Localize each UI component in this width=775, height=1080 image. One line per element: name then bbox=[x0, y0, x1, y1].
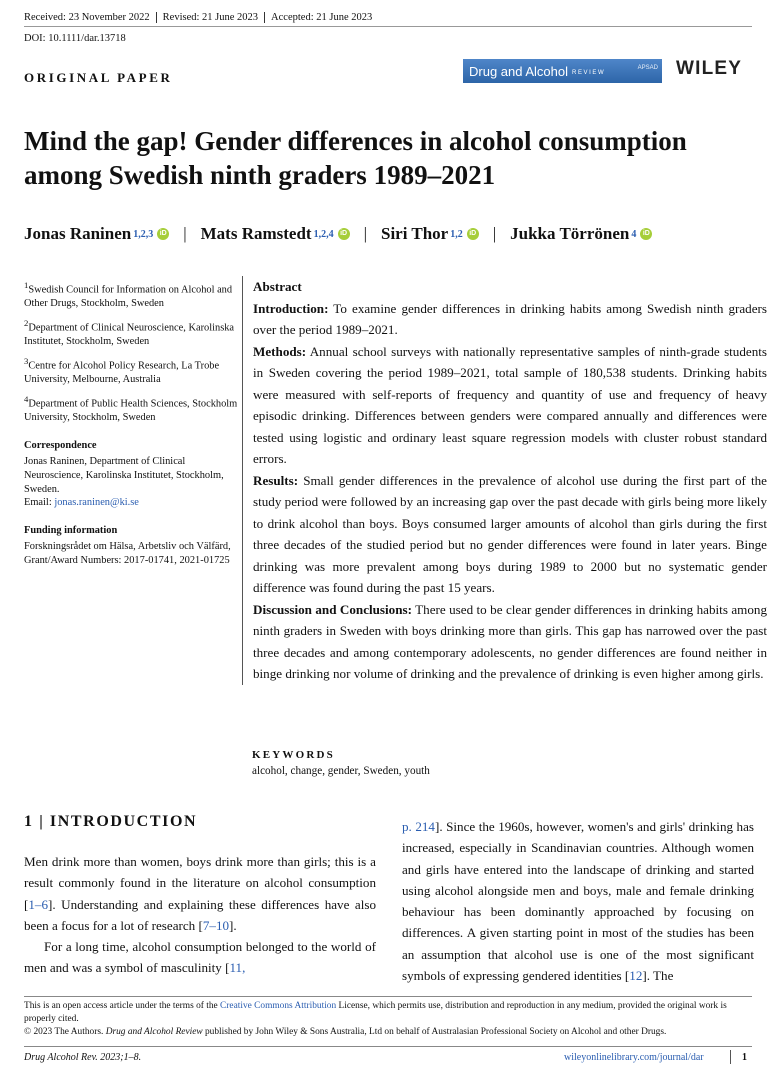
author-name: Jukka Törrönen bbox=[510, 224, 630, 243]
license-text: This is an open access article under the terms of the Creative Commons Attribution License, which permits use, distribution and reproduction in any medium, provided the original work is properly cited. bbox=[24, 1001, 727, 1024]
license-footer bbox=[24, 1000, 754, 1039]
email-link[interactable]: jonas.raninen@ki.se bbox=[54, 497, 139, 509]
abstract-results: Results: Small gender differences in the prevalence of alcohol use during the first part of the study period were followed by an increasing gap over the past decade with girls being more likely to drink alcohol than boys. Boys consumed larger amounts of alcohol than girls during the first three decades of the studied period but no gender differences were found in later years. Binge drinking was more prevalent among boys during 1989 to 2000 but no systematic gender difference was found during the past 15 years. bbox=[253, 472, 767, 595]
copyright-text: © 2023 The Authors. Drug and Alcohol Review published by John Wiley & Sons Australia, Ltd on behalf of Australasian Professional Society on Alcohol and other Drugs. bbox=[24, 1027, 667, 1037]
body-column-right bbox=[402, 816, 754, 986]
citation-link[interactable]: p. 214 bbox=[402, 819, 435, 834]
affiliation: $^3$Centre for Alcohol Policy Research, La Trobe University, Melbourne, Australia bbox=[24, 356, 220, 386]
body-column-left bbox=[24, 851, 376, 979]
footer-divider bbox=[24, 996, 752, 997]
abstract-methods: Methods: Annual school surveys with nationally representative samples of ninth-grade students in Sweden covering the period 1989–2021, total sample of 180,538 students. Drinking habits were measured with self-reports of frequency and quantity of use and frequency of heavy episodic drinking. Differences between genders were compared annually and differences were tested using logistic and ordinary least square regression models with cluster robust standard errors. bbox=[253, 343, 767, 466]
bottom-divider bbox=[24, 1046, 752, 1047]
orcid-icon[interactable]: iD bbox=[640, 228, 652, 240]
journal-logo-name: Drug and Alcohol bbox=[469, 63, 569, 79]
journal-logo-suffix: REVIEW bbox=[572, 69, 606, 76]
correspondence-heading: Correspondence bbox=[24, 440, 97, 452]
keywords-heading: KEYWORDS bbox=[252, 749, 335, 761]
journal-citation: Drug Alcohol Rev. 2023;1–8. bbox=[24, 1052, 142, 1063]
paragraph: Men drink more than women, boys drink more than girls; this is a result commonly found in the literature on alcohol consumption [1–6]. Understanding and explaining these differences have also been a focus for a lot of research [7–10]. bbox=[24, 854, 376, 933]
publisher-logo: WILEY bbox=[676, 58, 743, 79]
orcid-icon[interactable]: iD bbox=[338, 228, 350, 240]
author-name: Mats Ramstedt bbox=[200, 224, 312, 243]
journal-url[interactable]: wileyonlinelibrary.com/journal/dar bbox=[564, 1052, 704, 1063]
section-heading: 1 | INTRODUCTION bbox=[24, 813, 198, 830]
author-separator: | bbox=[492, 224, 497, 243]
license-link[interactable]: Creative Commons Attribution bbox=[220, 1001, 337, 1011]
funding-heading: Funding information bbox=[24, 525, 118, 537]
citation-link[interactable]: 11, bbox=[229, 960, 246, 976]
abstract bbox=[242, 276, 767, 685]
paper-title: Mind the gap! Gender differences in alcohol consumption among Swedish ninth graders 1989–2021 bbox=[24, 126, 687, 190]
page-number: 1 bbox=[742, 1052, 747, 1063]
sidebar-info bbox=[24, 279, 238, 574]
revised-date: Revised: 21 June 2023 bbox=[156, 12, 264, 23]
author-affiliation[interactable]: 1,2,4 bbox=[313, 228, 334, 240]
article-history bbox=[24, 12, 378, 23]
funding-text: Forskningsrådet om Hälsa, Arbetsliv och Välfärd, Grant/Award Numbers: 2017-01741, 2021-01725 bbox=[24, 541, 231, 566]
author-separator: | bbox=[183, 224, 187, 243]
paragraph: p. 214]. Since the 1960s, however, women's and girls' drinking has increased, especially in Scandinavian countries. Although women and girls have entered into the landscape of drinking and started using alcohol alongside men and boys, male and female drinking behaviour has been dominantly approached by focusing on differences. A given starting point in most of the studies has been an assumption that alcohol use is one of the most significant symbols of expressing gendered identities [12]. The bbox=[402, 819, 754, 984]
author-separator: | bbox=[363, 224, 367, 243]
accepted-date: Accepted: 21 June 2023 bbox=[264, 12, 378, 23]
paragraph: For a long time, alcohol consumption belonged to the world of men and was a symbol of masculinity [11, bbox=[24, 939, 376, 976]
author-affiliation[interactable]: 4 bbox=[631, 228, 637, 240]
correspondence-text: Jonas Raninen, Department of Clinical Neuroscience, Karolinska Institutet, Stockholm, Sweden. Email: jonas.raninen@ki.se bbox=[24, 456, 224, 509]
article-type: ORIGINAL PAPER bbox=[24, 70, 173, 85]
page-number-divider bbox=[730, 1050, 731, 1064]
abstract-heading: Abstract bbox=[253, 279, 302, 294]
abstract-introduction: Introduction: To examine gender differences in drinking habits among Swedish ninth graders over the period 1989–2021. bbox=[253, 300, 767, 337]
received-date: Received: 23 November 2022 bbox=[24, 12, 150, 23]
author-affiliation[interactable]: 1,2,3 bbox=[133, 228, 154, 240]
citation-link[interactable]: 12 bbox=[629, 968, 643, 984]
author-name: Jonas Raninen bbox=[24, 224, 132, 243]
affiliation: $^2$Department of Clinical Neuroscience, Karolinska Institutet, Stockholm, Sweden bbox=[24, 318, 235, 348]
affiliation: $^1$Swedish Council for Information on Alcohol and Other Drugs, Stockholm, Sweden bbox=[24, 280, 233, 310]
abstract-conclusions: Discussion and Conclusions: There used to be clear gender differences in drinking habits among ninth graders in Sweden with boys drinking more than girls. This gap has narrowed over the past three decades and among contemporary adolescents, no gender differences are found neither in binge drinking nor volume of drinking and the prevalence of drinking is even higher among girls. bbox=[253, 601, 767, 681]
journal-logo bbox=[463, 59, 662, 83]
affiliation: $^4$Department of Public Health Sciences, Stockholm University, Stockholm, Sweden bbox=[24, 394, 238, 424]
citation-link[interactable]: 1–6 bbox=[28, 896, 49, 912]
orcid-icon[interactable]: iD bbox=[467, 228, 479, 240]
keywords-list: alcohol, change, gender, Sweden, youth bbox=[252, 765, 430, 777]
author-name: Siri Thor bbox=[381, 224, 449, 243]
header-divider bbox=[24, 26, 752, 27]
author-list bbox=[24, 224, 652, 244]
citation-link[interactable]: 7–10 bbox=[202, 917, 230, 933]
doi[interactable]: DOI: 10.1111/dar.13718 bbox=[24, 33, 126, 44]
society-logo: APSAD bbox=[637, 65, 658, 71]
orcid-icon[interactable]: iD bbox=[157, 228, 169, 240]
author-affiliation[interactable]: 1,2 bbox=[450, 228, 463, 240]
